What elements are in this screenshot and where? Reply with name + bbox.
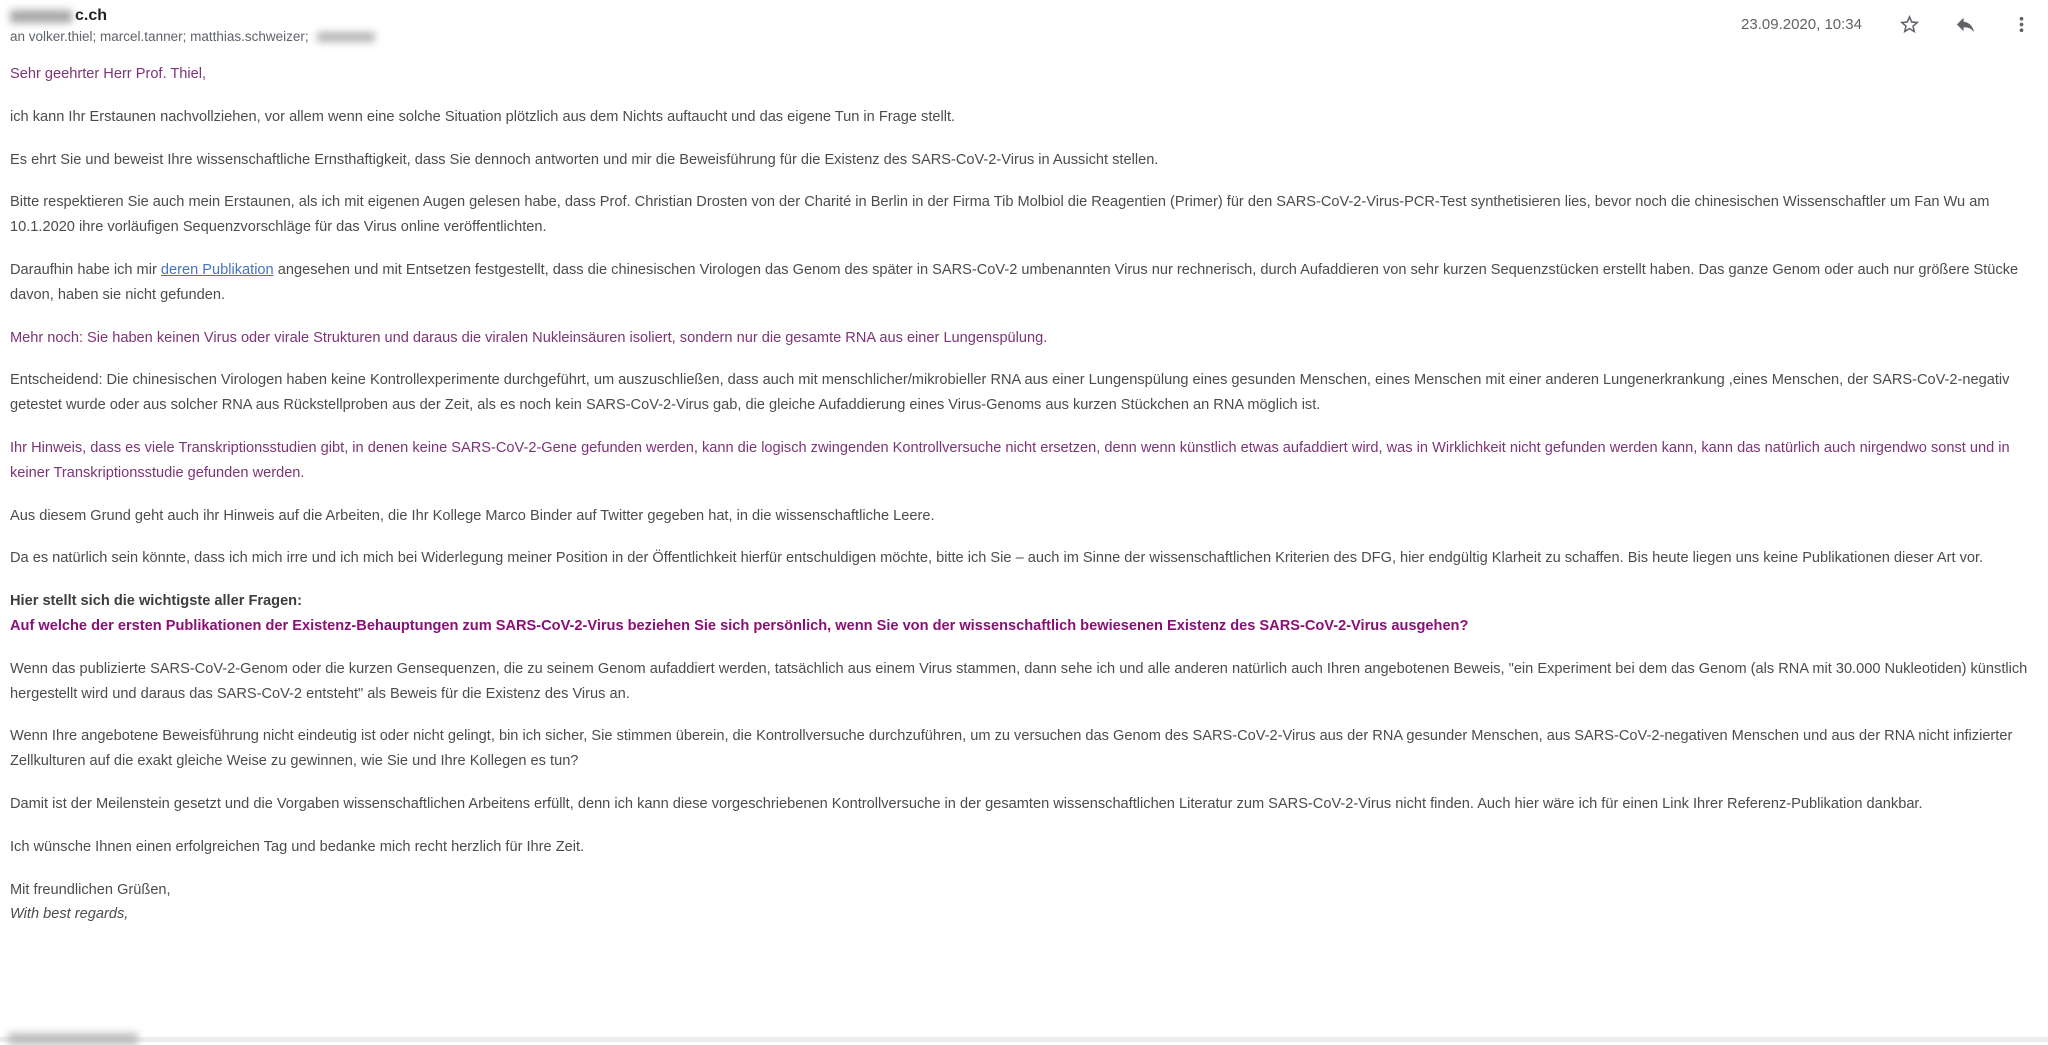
sender-name bbox=[10, 7, 375, 25]
paragraph-with-link bbox=[10, 258, 2038, 308]
bottom-divider bbox=[0, 1037, 2048, 1042]
star-icon bbox=[1898, 13, 1921, 36]
paragraph: Es ehrt Sie und beweist Ihre wissenschaftliche Ernsthaftigkeit, dass Sie dennoch antworten und mir die Beweisführung für die Existenz des SARS-CoV-2-Virus in Aussicht stellen. bbox=[10, 151, 1159, 168]
vertical-dots-icon bbox=[2010, 13, 2033, 36]
date-label: 23.09.2020, 10:34 bbox=[1741, 15, 1862, 33]
paragraph: Damit ist der Meilenstein gesetzt und die Vorgaben wissenschaftlichen Arbeitens erfüllt, denn ich kann diese vorgeschriebenen Kontrollversuche in der gesamten wissenschaftlichen Literatur zum SARS-CoV-2-Virus nicht finden. Auch hier wäre ich für einen Link Ihrer Referenz-Publikation dankbar. bbox=[10, 795, 1923, 812]
signoff-english: With best regards, bbox=[10, 906, 129, 923]
key-question-text: Auf welche der ersten Publikationen der Existenz-Behauptungen zum SARS-CoV-2-Virus beziehen Sie sich persönlich, wenn Sie von der wissenschaftlich bewiesenen Existenz des SARS-CoV-2-Virus ausgehen? bbox=[10, 617, 1469, 634]
paragraph: Entscheidend: Die chinesischen Virologen haben keine Kontrollexperimente durchgeführt, um auszuschließen, dass auch mit menschlicher/mikrobieller RNA aus einer Lungenspülung eines gesunden Menschen, eines Menschen mit einer anderen Lungenerkrankung ,eines Menschen, der SARS-CoV-2-negativ getestet wurde oder aus solcher RNA aus Rückstellproben aus der Zeit, als es noch kein SARS-CoV-2-Virus gab, die gleiche Aufaddierung eines Virus-Genoms aus kurzen Stückchen an RNA möglich ist. bbox=[10, 372, 2010, 414]
paragraph: Ich wünsche Ihnen einen erfolgreichen Tag und bedanke mich recht herzlich für Ihre Zeit. bbox=[10, 838, 585, 855]
sender-domain: c.ch bbox=[75, 7, 108, 24]
signoff-block bbox=[10, 878, 2038, 928]
recipients-label: an volker.thiel; marcel.tanner; matthias.schweizer; bbox=[10, 29, 309, 44]
signoff-german: Mit freundlichen Grüßen, bbox=[10, 881, 171, 898]
blurred-recipient bbox=[317, 32, 375, 42]
email-header bbox=[0, 0, 2048, 44]
paragraph: Ihr Hinweis, dass es viele Transkriptionsstudien gibt, in denen keine SARS-CoV-2-Gene gefunden werden, kann die logisch zwingenden Kontrollversuche nicht ersetzen, denn wenn künstlich etwas aufaddiert wird, was in Wirklichkeit nicht gefunden werden kann, kann das natürlich auch nirgendwo sonst und in keiner Transkriptionsstudie gefunden werden. bbox=[10, 439, 2010, 481]
reply-icon bbox=[1954, 13, 1977, 36]
paragraph: ich kann Ihr Erstaunen nachvollziehen, vor allem wenn eine solche Situation plötzlich aus dem Nichts auftaucht und das eigene Tun in Frage stellt. bbox=[10, 108, 956, 125]
star-button[interactable] bbox=[1896, 11, 1922, 37]
publication-link[interactable]: deren Publikation bbox=[160, 261, 274, 278]
paragraph-greeting: Sehr geehrter Herr Prof. Thiel, bbox=[10, 66, 207, 82]
blurred-sender-name bbox=[10, 10, 72, 23]
email-body bbox=[0, 62, 2048, 927]
recipients-line[interactable] bbox=[10, 29, 375, 44]
paragraph: Bitte respektieren Sie auch mein Erstaunen, als ich mit eigenen Augen gelesen habe, dass Prof. Christian Drosten von der Charité in Berlin in der Firma Tib Molbiol die Reagentien (Primer) für den SARS-CoV-2-Virus-PCR-Test synthetisieren lies, bevor noch die chinesischen Wissenschaftler um Fan Wu am 10.1.2020 ihre vorläufigen Sequenzvorschläge für das Virus online veröffentlichten. bbox=[10, 194, 1990, 236]
paragraph: Wenn Ihre angebotene Beweisführung nicht eindeutig ist oder nicht gelingt, bin ich sicher, Sie stimmen überein, die Kontrollversuche durchzuführen, um zu versuchen das Genom des SARS-CoV-2-Virus aus der RNA gesunder Menschen, aus SARS-CoV-2-negativen Menschen und aus der RNA nicht infizierter Zellkulturen auf die exakt gleiche Weise zu gewinnen, wie Sie und Ihre Kollegen es tun? bbox=[10, 728, 2013, 770]
paragraph-text: angesehen und mit Entsetzen festgestellt, dass die chinesischen Virologen das Genom des später in SARS-CoV-2 umbenannten Virus nur rechnerisch, durch Aufaddieren von sehr kurzen Sequenzstücken erstellt haben. Das ganze Genom oder auch nur größere Stücke davon, haben sie nicht gefunden. bbox=[10, 261, 2019, 303]
more-options-button[interactable] bbox=[2008, 11, 2034, 37]
paragraph-text: Daraufhin habe ich mir bbox=[10, 261, 161, 278]
reply-button[interactable] bbox=[1952, 11, 1978, 37]
paragraph: Wenn das publizierte SARS-CoV-2-Genom oder die kurzen Gensequenzen, die zu seinem Genom aufaddiert werden, tatsächlich aus einem Virus stammen, dann sehe ich und alle anderen natürlich auch Ihren angebotenen Beweis, "ein Experiment bei dem das Genom (als RNA mit 30.000 Nukleotiden) künstlich hergestellt wird und daraus das SARS-CoV-2 entsteht" als Beweis für die Existenz des Virus an. bbox=[10, 660, 2028, 702]
header-actions bbox=[1741, 11, 2034, 37]
sender-block bbox=[10, 7, 375, 44]
paragraph: Da es natürlich sein könnte, dass ich mich irre und ich mich bei Widerlegung meiner Position in der Öffentlichkeit hierfür entschuldigen möchte, bitte ich Sie – auch im Sinne der wissenschaftlichen Kriterien des DFG, hier endgültig Klarheit zu schaffen. Bis heute liegen uns keine Publikationen dieser Art vor. bbox=[10, 550, 1984, 567]
key-question-block bbox=[10, 589, 2038, 639]
key-question-intro: Hier stellt sich die wichtigste aller Fragen: bbox=[10, 593, 302, 610]
paragraph: Aus diesem Grund geht auch ihr Hinweis auf die Arbeiten, die Ihr Kollege Marco Binder auf Twitter gegeben hat, in die wissenschaftliche Leere. bbox=[10, 507, 935, 524]
paragraph: Mehr noch: Sie haben keinen Virus oder virale Strukturen und daraus die viralen Nukleinsäuren isoliert, sondern nur die gesamte RNA aus einer Lungenspülung. bbox=[10, 329, 1048, 346]
blurred-signature bbox=[8, 1033, 138, 1045]
